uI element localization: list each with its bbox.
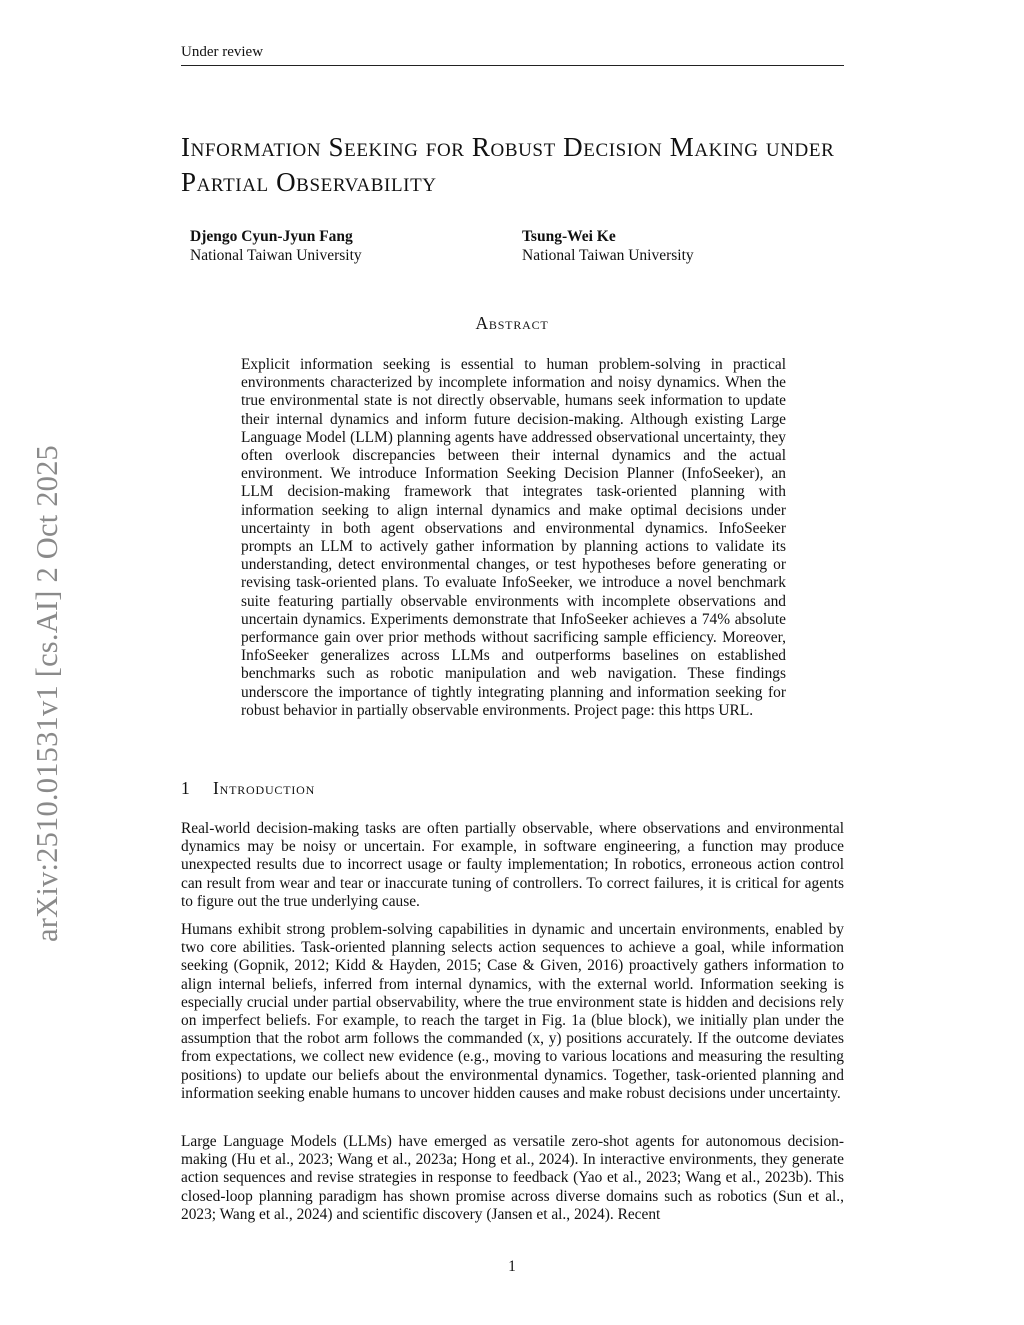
abstract-body: Explicit information seeking is essential to human problem-solving in practical environments characterized by incomplete information and noisy dynamics. When the true environmental state is not directly observable, humans seek information to update their internal dynamics and inform future decision-making. Although existing Large Language Model (LLM) planning agents have addressed observational uncertainty, they often overlook discrepancies between their internal dynamics and the actual environment. We introduce Information Seeking Decision Planner (InfoSeeker), an LLM decision-making framework that integrates task-oriented planning with information seeking to align internal dynamics and make optimal decisions under uncertainty in both agent observations and environmental dynamics. InfoSeeker prompts an LLM to actively gather information by planning actions to validate its understanding, detect environmental changes, or test hypotheses before generating or revising task-oriented plans. To evaluate InfoSeeker, we introduce a novel benchmark suite featuring partially observable environments with incomplete observations and uncertain dynamics. Experiments demonstrate that InfoSeeker achieves a 74% absolute performance gain over prior methods without sacrificing sample efficiency. Moreover, InfoSeeker generalizes across LLMs and outperforms baselines on established benchmarks such as robotic manipulation and web navigation. These findings underscore the importance of tightly integrating planning and information seeking for robust behavior in partially observable environments. Project page: this https URL.: [241, 356, 786, 719]
section-title: Introduction: [213, 778, 316, 798]
author-affiliation: National Taiwan University: [190, 247, 362, 264]
section-heading: [181, 778, 315, 799]
body-paragraph: Humans exhibit strong problem-solving capabilities in dynamic and uncertain environments, enabled by two core abilities. Task-oriented planning selects action sequences to achieve a goal, while information seeking (Gopnik, 2012; Kidd & Hayden, 2015; Case & Given, 2016) proactively gathers information to align internal beliefs, inferred from internal dynamics, with the external world. Information seeking is especially crucial under partial observability, where the true environment state is hidden and decisions rely on imperfect beliefs. For example, to reach the target in Fig. 1a (blue block), we initially plan under the assumption that the robot arm follows the commanded (x, y) positions accurately. If the outcome deviates from expectations, we collect new evidence (e.g., moving to various locations and measuring the resulting positions) to update our beliefs about the environmental dynamics. Together, task-oriented planning and information seeking enable humans to uncover hidden causes and make robust decisions under uncertainty.: [181, 921, 844, 1102]
paper-title: Information Seeking for Robust Decision Making under Partial Observability: [181, 132, 835, 197]
arxiv-identifier-stamp: arXiv:2510.01531v1 [cs.AI] 2 Oct 2025: [30, 444, 64, 942]
author-block: [522, 227, 694, 265]
section-number: 1: [181, 778, 190, 798]
page-number: 1: [508, 1258, 516, 1275]
author-block: [190, 227, 362, 265]
author-name: Djengo Cyun-Jyun Fang: [190, 228, 353, 245]
body-paragraph: Large Language Models (LLMs) have emerged as versatile zero-shot agents for autonomous decision-making (Hu et al., 2023; Wang et al., 2023a; Hong et al., 2024). In interactive environments, they generate action sequences and revise strategies in response to feedback (Yao et al., 2023; Wang et al., 2023b). This closed-loop planning paradigm has shown promise across diverse domains such as robotics (Sun et al., 2023; Wang et al., 2024) and scientific discovery (Jansen et al., 2024). Recent: [181, 1133, 844, 1223]
body-paragraph: Real-world decision-making tasks are often partially observable, where observations and environmental dynamics may be noisy or uncertain. For example, in software engineering, a function may produce unexpected results due to incorrect usage or faulty implementation; In robotics, erroneous action control can result from wear and tear or inaccurate tuning of controllers. To correct failures, it is critical for agents to figure out the true underlying cause.: [181, 820, 844, 910]
abstract-heading: Abstract: [475, 313, 549, 333]
running-header: Under review: [181, 44, 264, 60]
author-affiliation: National Taiwan University: [522, 247, 694, 264]
author-name: Tsung-Wei Ke: [522, 228, 616, 245]
header-rule: [181, 65, 844, 66]
